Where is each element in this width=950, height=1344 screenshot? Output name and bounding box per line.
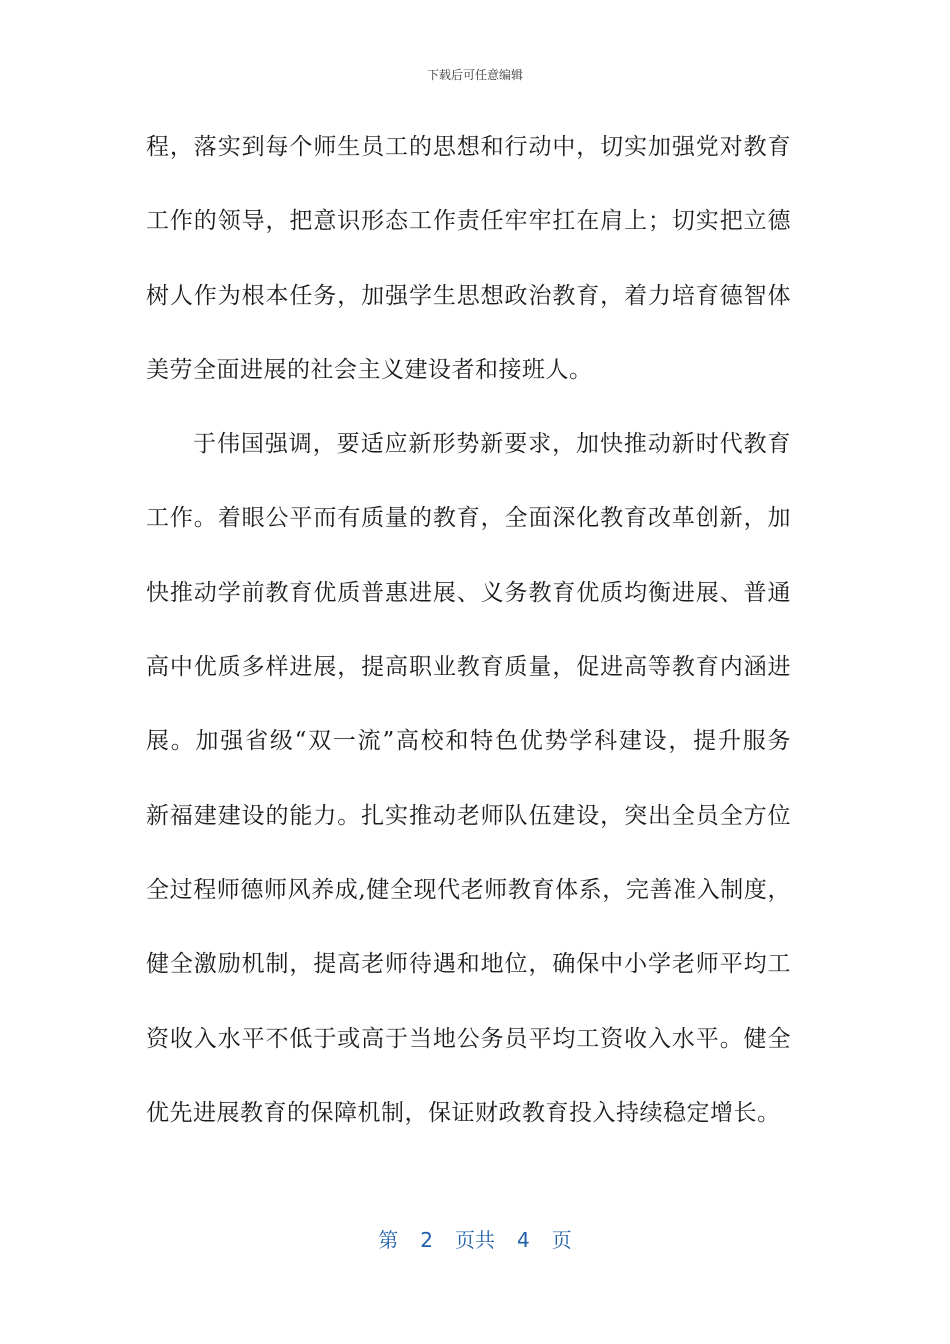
text-line: 工作。着眼公平而有质量的教育，全面深化教育改革创新，加 xyxy=(146,505,791,532)
text-line: 树人作为根本任务，加强学生思想政治教育，着力培育德智体 xyxy=(146,282,791,309)
text-line: 快推动学前教育优质普惠进展、义务教育优质均衡进展、普通 xyxy=(146,579,791,606)
text-line: 展。加强省级“双一流”高校和特色优势学科建设，提升服务 xyxy=(146,728,791,755)
page-number: 2 xyxy=(420,1228,433,1252)
page-footer xyxy=(0,1224,950,1253)
text-line: 程，落实到每个师生员工的思想和行动中，切实加强党对教育 xyxy=(146,134,791,160)
text-line: 美劳全面进展的社会主义建设者和接班人。 xyxy=(146,356,593,383)
page-suffix: 页 xyxy=(551,1228,572,1252)
paragraph xyxy=(146,407,791,1150)
page-header-note: 下载后可任意编辑 xyxy=(426,68,523,82)
page-mid: 页共 xyxy=(455,1228,495,1252)
text-line: 于伟国强调，要适应新形势新要求，加快推动新时代教育 xyxy=(193,431,791,458)
text-line: 新福建建设的能力。扎实推动老师队伍建设，突出全员全方位 xyxy=(146,802,791,829)
page-total: 4 xyxy=(517,1228,530,1252)
text-line: 高中优质多样进展，提高职业教育质量，促进高等教育内涵进 xyxy=(146,654,791,681)
document-body xyxy=(146,110,791,1150)
paragraph xyxy=(146,110,791,407)
text-line: 优先进展教育的保障机制，保证财政教育投入持续稳定增长。 xyxy=(146,1099,781,1126)
page-prefix: 第 xyxy=(378,1228,399,1252)
text-line: 资收入水平不低于或高于当地公务员平均工资收入水平。健全 xyxy=(146,1025,791,1052)
text-line: 工作的领导，把意识形态工作责任牢牢扛在肩上；切实把立德 xyxy=(146,208,791,235)
text-line: 健全激励机制，提高老师待遇和地位，确保中小学老师平均工 xyxy=(146,951,791,978)
text-line: 全过程师德师风养成,健全现代老师教育体系，完善准入制度， xyxy=(146,876,791,903)
